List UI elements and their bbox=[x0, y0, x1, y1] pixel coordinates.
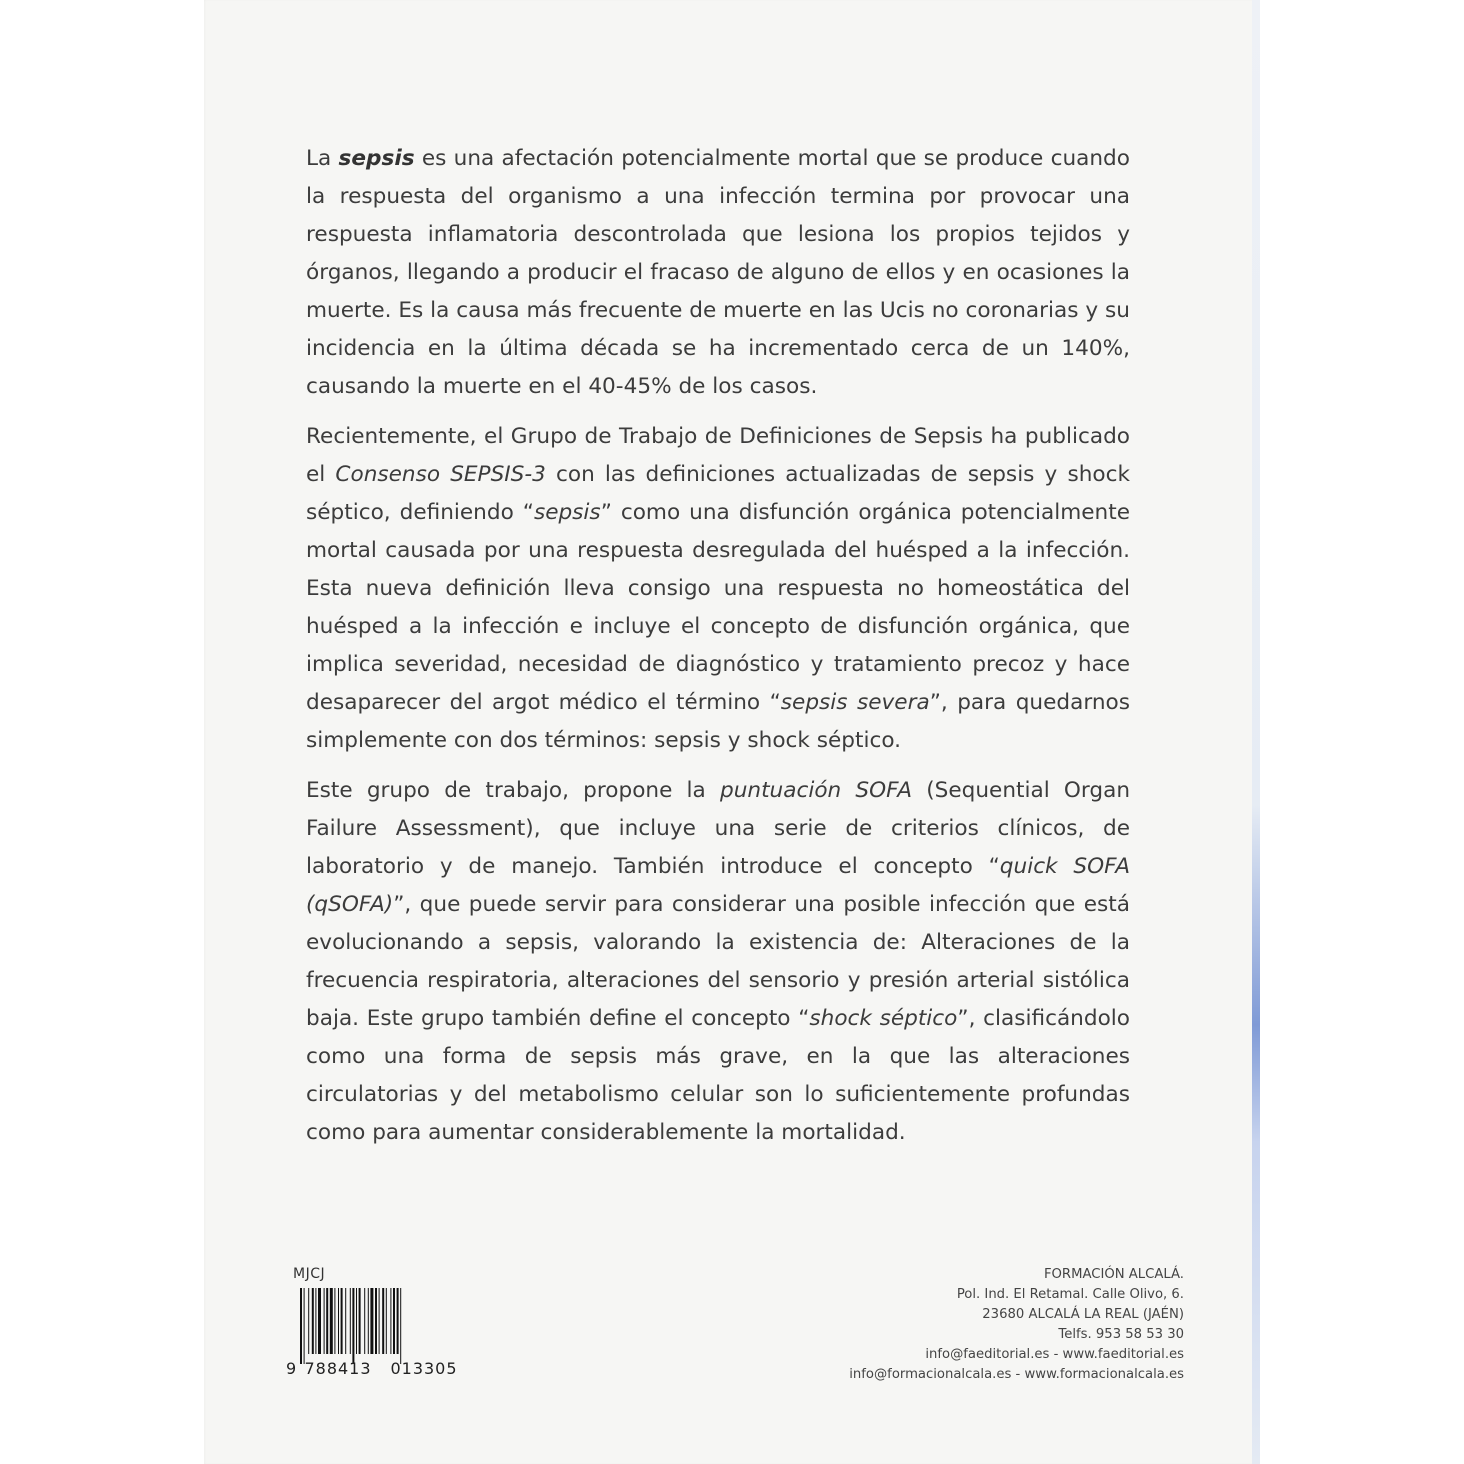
barcode-bar bbox=[397, 1288, 399, 1354]
barcode-bar bbox=[359, 1288, 361, 1354]
p2-text-b: con las definiciones actualizadas de sepsis y shock séptico, definiendo “ bbox=[306, 462, 1130, 525]
paragraph-3 bbox=[306, 772, 1130, 1152]
p2-text-c: ” como una disfunción orgánica potencialmente mortal causada por una respuesta desregulada del huésped a la infección. Esta nueva definición lleva consigo una respuesta no homeostática del huésped a la infección e incluye el concepto de disfunción orgánica, que implica severidad, necesidad de diagnóstico y tratamiento precoz y hace desaparecer del argot médico el término “ bbox=[306, 500, 1130, 715]
publisher-phone: Telfs. 953 58 53 30 bbox=[1058, 1327, 1184, 1342]
barcode-bar bbox=[370, 1288, 373, 1354]
publisher-address-line-1: Pol. Ind. El Retamal. Calle Olivo, 6. bbox=[956, 1287, 1184, 1302]
barcode-bar bbox=[334, 1288, 335, 1354]
p2-text-d: ”, para quedarnos simplemente con dos términos: sepsis y shock séptico. bbox=[306, 690, 1130, 753]
barcode-bar bbox=[393, 1288, 395, 1354]
barcode-bar bbox=[324, 1288, 325, 1354]
barcode-bar bbox=[326, 1288, 328, 1354]
publisher-info bbox=[820, 1265, 1184, 1385]
barcode-bar bbox=[341, 1288, 343, 1354]
cover-edge bbox=[1252, 0, 1260, 1464]
p1-term-sepsis: sepsis bbox=[338, 146, 415, 171]
barcode-bar bbox=[300, 1288, 302, 1364]
barcode-bar bbox=[375, 1288, 377, 1354]
isbn-barcode bbox=[286, 1286, 472, 1378]
barcode-bar bbox=[315, 1288, 316, 1354]
publisher-address-line-2: 23680 ALCALÁ LA REAL (JAÉN) bbox=[982, 1307, 1184, 1322]
isbn-digits-left: 788413 bbox=[304, 1359, 372, 1378]
barcode-bar bbox=[312, 1288, 314, 1354]
barcode-bar bbox=[356, 1288, 357, 1354]
paragraph-1 bbox=[306, 140, 1130, 406]
barcode-bar bbox=[379, 1288, 380, 1354]
barcode-bar bbox=[364, 1288, 365, 1354]
isbn-digits-right: 013305 bbox=[390, 1359, 458, 1378]
p2-italic-b: sepsis bbox=[533, 500, 601, 525]
p3-italic-c: shock séptico bbox=[809, 1006, 958, 1031]
barcode-bar bbox=[368, 1288, 369, 1354]
paragraph-2 bbox=[306, 418, 1130, 760]
p1-text-b: es una afectación potencialmente mortal que se produce cuando la respuesta del organismo a una infección termina por provocar una respuesta inflamatoria descontrolada que lesiona los propios tejidos y órganos, llegando a producir el fracaso de alguno de ellos y en ocasiones la muerte. Es la causa más frecuente de muerte en las Ucis no coronarias y su incidencia en la última década se ha incrementado cerca de un 140%, causando la muerte en el 40-45% de los casos. bbox=[306, 146, 1130, 399]
p2-italic-a: Consenso SEPSIS-3 bbox=[335, 462, 546, 487]
barcode-bar bbox=[308, 1288, 309, 1354]
p3-italic-b: quick SOFA (qSOFA) bbox=[306, 854, 1130, 917]
barcode-bar bbox=[330, 1288, 333, 1354]
p3-text-c: ”, que puede servir para considerar una posible infección que está evolucionando a sepsis, valorando la existencia de: Alteraciones de la frecuencia respiratoria, alteraciones del sensorio y presión arterial sistólica baja. Este grupo también define el concepto “ bbox=[306, 892, 1130, 1031]
barcode-bar bbox=[382, 1288, 384, 1354]
barcode-bar bbox=[400, 1288, 401, 1364]
barcode-bars bbox=[300, 1288, 401, 1364]
description-text bbox=[306, 140, 1130, 1164]
p2-italic-c: sepsis severa bbox=[780, 690, 930, 715]
barcode-bar bbox=[304, 1288, 305, 1364]
barcode-bar bbox=[338, 1288, 339, 1354]
barcode-bar bbox=[345, 1288, 346, 1354]
publisher-name: FORMACIÓN ALCALÁ. bbox=[1043, 1267, 1184, 1282]
p2-text-a: Recientemente, el Grupo de Trabajo de Definiciones de Sepsis ha publicado el bbox=[306, 424, 1130, 487]
p3-text-b: (Sequential Organ Failure Assessment), que incluye una serie de criterios clínicos, de laboratorio y de manejo. También introduce el concepto “ bbox=[306, 778, 1131, 879]
p3-italic-a: puntuación SOFA bbox=[719, 778, 913, 803]
publisher-contact-1: info@faeditorial.es - www.faeditorial.es bbox=[925, 1347, 1184, 1362]
p3-text-d: ”, clasificándolo como una forma de sepsis más grave, en la que las alteraciones circulatorias y del metabolismo celular son lo suficientemente profundas como para aumentar considerablemente la mortalidad. bbox=[306, 1006, 1130, 1145]
barcode-bar bbox=[318, 1288, 321, 1354]
barcode-bar bbox=[352, 1288, 354, 1364]
code-label: MJCJ bbox=[293, 1266, 326, 1282]
publisher-contact-2: info@formacionalcala.es - www.formacionalcala.es bbox=[849, 1367, 1184, 1382]
p3-text-a: Este grupo de trabajo, propone la bbox=[306, 778, 720, 803]
isbn-lead-digit: 9 bbox=[286, 1359, 297, 1378]
p1-text-a: La bbox=[306, 146, 339, 171]
barcode-bar bbox=[386, 1288, 387, 1354]
barcode-bar bbox=[350, 1288, 351, 1354]
barcode-bar bbox=[390, 1288, 391, 1354]
